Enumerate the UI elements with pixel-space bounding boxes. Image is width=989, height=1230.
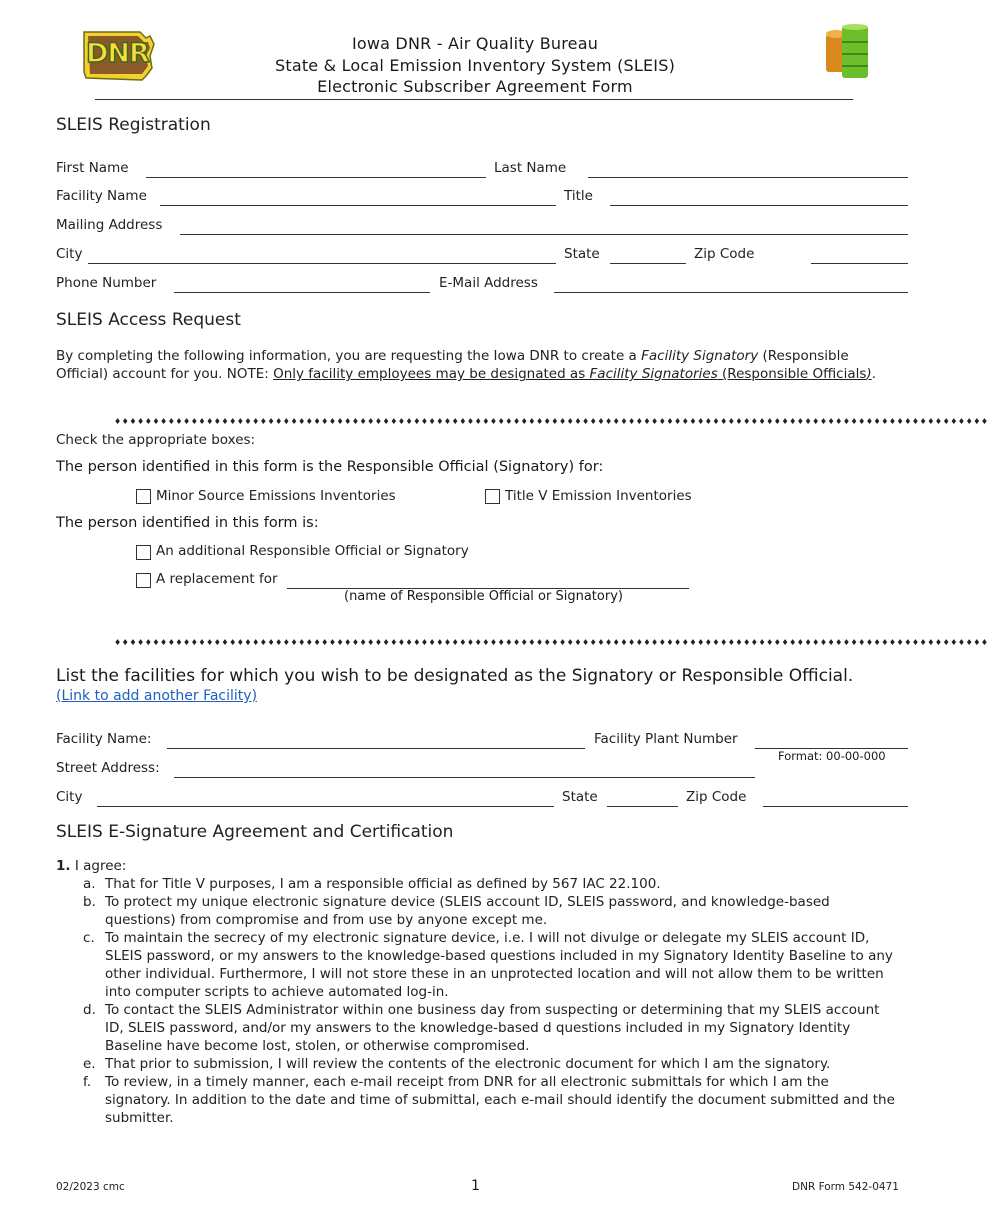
form-number: DNR Form 542-0471 [792, 1181, 899, 1193]
minor-source-label: Minor Source Emissions Inventories [156, 488, 396, 504]
zip-field[interactable] [811, 263, 908, 264]
agreement-item [56, 1055, 896, 1073]
facility-name-field[interactable] [160, 205, 556, 206]
header-line-3: Electronic Subscriber Agreement Form [317, 77, 633, 96]
agree-number: 1. [56, 858, 71, 874]
note-text-c: ) [866, 366, 872, 382]
additional-official-checkbox[interactable] [136, 545, 151, 560]
facility-name-label: Facility Name [56, 188, 147, 204]
item-mark: b. [83, 894, 96, 910]
last-name-label: Last Name [494, 160, 567, 176]
person-is-label: The person identified in this form is: [56, 515, 319, 531]
person-for-label: The person identified in this form is the Responsible Official (Signatory) for: [56, 459, 604, 475]
plant-number-format: Format: 00-00-000 [778, 749, 886, 763]
mailing-address-label: Mailing Address [56, 217, 163, 233]
intro-em: Facility Signatory [641, 348, 759, 364]
intro-text-a: By completing the following information, you are requesting the Iowa DNR to create a [56, 348, 642, 364]
agreement-item [56, 1073, 896, 1127]
title-field[interactable] [610, 205, 908, 206]
item-text: That prior to submission, I will review the contents of the electronic document for which I am the signatory. [105, 1056, 831, 1072]
item-text: To protect my unique electronic signature device (SLEIS account ID, SLEIS password, and knowledge-based questions) from compromise and from use by anyone except me. [105, 894, 830, 928]
header-line-1: Iowa DNR - Air Quality Bureau [351, 34, 599, 53]
item-mark: f. [83, 1074, 92, 1090]
item-mark: e. [83, 1056, 96, 1072]
divider-dots-1: ♦♦♦♦♦♦♦♦♦♦♦♦♦♦♦♦♦♦♦♦♦♦♦♦♦♦♦♦♦♦♦♦♦♦♦♦♦♦♦♦♦♦♦♦♦♦♦♦♦♦♦♦♦♦♦♦♦♦♦♦♦♦♦♦♦♦♦♦♦♦♦♦♦♦♦♦♦♦♦♦♦♦♦♦♦♦♦♦♦♦♦♦♦♦♦♦♦♦♦♦♦♦♦♦♦♦♦♦♦♦♦♦♦♦ [114, 417, 989, 426]
street-address-field[interactable] [174, 777, 755, 778]
phone-field[interactable] [174, 292, 430, 293]
header-rule [95, 99, 853, 100]
city-label: City [56, 246, 83, 262]
replacement-checkbox[interactable] [136, 573, 151, 588]
mailing-address-field[interactable] [180, 234, 908, 235]
item-text: To contact the SLEIS Administrator within one business day from suspecting or determining that my SLEIS account ID, SLEIS password, and/or my answers to the knowledge-based d questions included in my Signatory Identity Baseline have become lost, stolen, or otherwise compromised. [105, 1002, 880, 1054]
header-line-2: State & Local Emission Inventory System (SLEIS) [274, 56, 676, 75]
state-label: State [564, 246, 600, 262]
access-intro [56, 347, 886, 383]
note-text-a: Only facility employees may be designated as [273, 366, 590, 382]
state-field[interactable] [610, 263, 686, 264]
facilities-title: List the facilities for which you wish to be designated as the Signatory or Responsible Official. [56, 666, 854, 686]
check-boxes-label: Check the appropriate boxes: [56, 432, 256, 448]
email-field[interactable] [554, 292, 908, 293]
item-text: To maintain the secrecy of my electronic signature device, i.e. I will not divulge or delegate my SLEIS account ID, SLEIS password, or my answers to the knowledge-based questions included in my Signatory Identity Baseline to any other individual. Furthermore, I will not store these in an unprotected location and will not allow them to be written into computer scripts to achieve automated log-in. [105, 930, 893, 1000]
last-name-field[interactable] [588, 177, 908, 178]
intro-text-b: (Responsible Official) account for you. NOTE: [56, 348, 849, 382]
footer-date: 02/2023 cmc [56, 1181, 125, 1193]
phone-label: Phone Number [56, 275, 157, 291]
zip-label: Zip Code [694, 246, 755, 262]
agree-heading [56, 857, 896, 875]
agree-text: I agree: [74, 858, 127, 874]
facility-zip-field[interactable] [763, 806, 908, 807]
replacement-caption: (name of Responsible Official or Signatory) [344, 589, 623, 604]
item-mark: d. [83, 1002, 96, 1018]
divider-dots-2: ♦♦♦♦♦♦♦♦♦♦♦♦♦♦♦♦♦♦♦♦♦♦♦♦♦♦♦♦♦♦♦♦♦♦♦♦♦♦♦♦♦♦♦♦♦♦♦♦♦♦♦♦♦♦♦♦♦♦♦♦♦♦♦♦♦♦♦♦♦♦♦♦♦♦♦♦♦♦♦♦♦♦♦♦♦♦♦♦♦♦♦♦♦♦♦♦♦♦♦♦♦♦♦♦♦♦♦♦♦♦♦♦♦♦ [114, 638, 989, 647]
intro-end: . [871, 366, 876, 382]
title-label: Title [564, 188, 593, 204]
facility-city-label: City [56, 789, 83, 805]
item-mark: c. [83, 930, 95, 946]
item-text: That for Title V purposes, I am a responsible official as defined by 567 IAC 22.100. [105, 876, 661, 892]
add-facility-link[interactable]: (Link to add another Facility) [56, 688, 258, 704]
title-v-label: Title V Emission Inventories [505, 488, 692, 504]
first-name-label: First Name [56, 160, 129, 176]
title-v-checkbox[interactable] [485, 489, 500, 504]
street-address-label: Street Address: [56, 760, 160, 776]
facility-name-label-2: Facility Name: [56, 731, 152, 747]
item-mark: a. [83, 876, 96, 892]
city-field[interactable] [88, 263, 556, 264]
minor-source-checkbox[interactable] [136, 489, 151, 504]
agreement-item [56, 875, 896, 893]
agreement-list [56, 857, 896, 1127]
page-number: 1 [471, 1178, 480, 1194]
facility-state-field[interactable] [607, 806, 678, 807]
note-text-b: (Responsible Officials [717, 366, 867, 382]
agreement-item [56, 1001, 896, 1055]
additional-official-label: An additional Responsible Official or Signatory [156, 543, 469, 559]
note-em: Facility Signatories [589, 366, 718, 382]
facility-zip-label: Zip Code [686, 789, 747, 805]
access-title: SLEIS Access Request [56, 310, 241, 330]
facility-city-field[interactable] [97, 806, 554, 807]
plant-number-label: Facility Plant Number [594, 731, 738, 747]
registration-title: SLEIS Registration [56, 115, 211, 135]
item-text: To review, in a timely manner, each e-mail receipt from DNR for all electronic submittals for which I am the signatory. In addition to the date and time of submittal, each e-mail should identify the document submitted and the submitter. [105, 1074, 895, 1126]
agreement-item [56, 893, 896, 929]
replacement-label: A replacement for [156, 571, 278, 587]
facility-state-label: State [562, 789, 598, 805]
facility-name-field-2[interactable] [167, 748, 585, 749]
esig-title: SLEIS E-Signature Agreement and Certification [56, 822, 454, 842]
dnr-logo-text: DNR [86, 38, 149, 69]
agreement-item [56, 929, 896, 1001]
first-name-field[interactable] [146, 177, 486, 178]
email-label: E-Mail Address [439, 275, 538, 291]
